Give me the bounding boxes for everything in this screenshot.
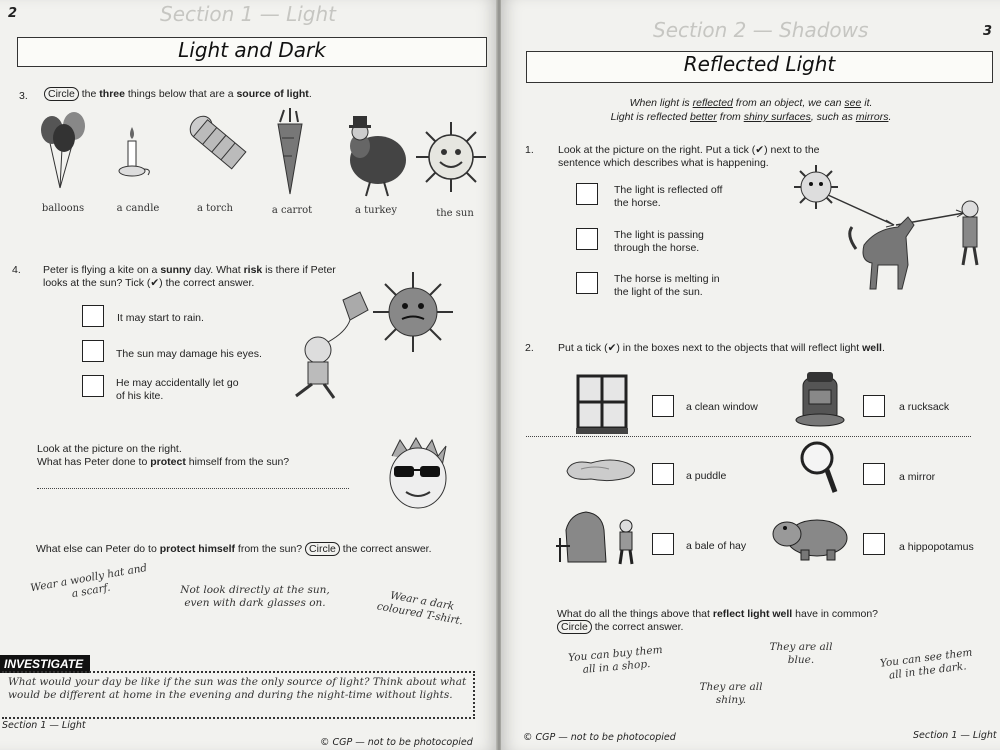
tick-box[interactable] xyxy=(863,533,885,555)
investigate-label: INVESTIGATE xyxy=(0,655,90,673)
option-text: It may start to rain. xyxy=(117,312,204,324)
item-label: a rucksack xyxy=(899,401,950,413)
item-label: a mirror xyxy=(899,471,936,483)
question-number: 3. xyxy=(19,90,28,102)
intro-line: Light is reflected better from shiny surfaces, such as mirrors. xyxy=(610,111,892,123)
item-label: a candle xyxy=(116,203,160,214)
option-text: The sun may damage his eyes. xyxy=(116,348,262,360)
item-label: the sun xyxy=(436,208,474,219)
dotted-divider xyxy=(526,436,971,437)
protect-question: Look at the picture on the right. What has Peter done to protect himself from the sun? xyxy=(37,443,290,468)
item-label: a hippopotamus xyxy=(899,541,974,553)
window-icon xyxy=(576,374,628,436)
horse-reflection-icon xyxy=(786,165,996,300)
ghost-heading: Section 1 — Light xyxy=(160,2,337,26)
option-text: The light is passing through the horse. xyxy=(614,229,704,254)
page-title xyxy=(526,51,993,83)
option-text: The light is reflected off the horse. xyxy=(614,184,723,209)
question-number: 1. xyxy=(525,144,534,156)
protect-else-question: What else can Peter do to protect himself from the sun? Circle the correct answer. xyxy=(36,543,432,555)
footer-section: Section 1 — Light xyxy=(2,720,86,731)
tick-box[interactable] xyxy=(576,272,598,294)
item-label: a torch xyxy=(196,203,233,214)
question-3-text: Circle the three things below that are a source of light. xyxy=(44,88,464,101)
rucksack-icon xyxy=(793,370,848,430)
tick-box[interactable] xyxy=(652,533,674,555)
item-label: balloons xyxy=(41,203,85,214)
page-number: 3 xyxy=(983,24,993,39)
item-label: a turkey xyxy=(354,205,397,216)
answer-choice[interactable]: Wear a dark coloured T-shirt. xyxy=(375,589,464,628)
tick-box[interactable] xyxy=(576,183,598,205)
item-label: a bale of hay xyxy=(686,540,747,552)
footer-copyright: © CGP — not to be photocopied xyxy=(320,737,473,748)
tick-box[interactable] xyxy=(82,375,104,397)
right-page xyxy=(501,0,1000,750)
left-page xyxy=(0,0,497,750)
item-label: a clean window xyxy=(686,401,758,413)
answer-choice[interactable]: Not look directly at the sun, even with dark glasses on. xyxy=(180,584,330,609)
tick-box[interactable] xyxy=(863,395,885,417)
footer-copyright: © CGP — not to be photocopied xyxy=(523,732,676,743)
question-number: 2. xyxy=(525,342,534,354)
peter-sunglasses-icon xyxy=(380,436,460,516)
question-4-text: Peter is flying a kite on a sunny day. What risk is there if Peter looks at the sun? Tick (✔) the correct answer. xyxy=(43,264,336,289)
page-number: 2 xyxy=(8,6,18,21)
answer-choice[interactable]: They are all blue. xyxy=(769,641,833,666)
hay-bale-icon xyxy=(556,508,646,568)
common-question: What do all the things above that reflect light well have in common? Circle the correct answer. xyxy=(557,608,879,633)
page-title xyxy=(17,37,487,67)
tick-box[interactable] xyxy=(652,463,674,485)
question-number: 4. xyxy=(12,264,21,276)
circle-word: Circle xyxy=(305,542,340,556)
answer-choice[interactable]: They are all shiny. xyxy=(699,681,763,706)
answer-choice[interactable]: You can buy them all in a shop. xyxy=(567,643,664,676)
puddle-icon xyxy=(561,455,641,485)
option-text: He may accidentally let go of his kite. xyxy=(116,377,239,402)
circle-word: Circle xyxy=(44,87,79,101)
option-text: The horse is melting in the light of the sun. xyxy=(614,273,720,298)
peter-kite-icon xyxy=(288,272,458,402)
ghost-heading: Section 2 — Shadows xyxy=(653,18,869,42)
sun-icon[interactable] xyxy=(416,122,486,192)
question-1-text: Look at the picture on the right. Put a tick (✔) next to the sentence which describes what is happening. xyxy=(558,144,820,169)
tick-box[interactable] xyxy=(576,228,598,250)
circle-word: Circle xyxy=(557,620,592,634)
intro-line: When light is reflected from an object, we can see it. xyxy=(629,97,873,109)
turkey-icon[interactable] xyxy=(340,112,410,197)
carrot-icon[interactable] xyxy=(270,108,310,198)
footer-section: Section 1 — Light xyxy=(913,730,997,741)
answer-choice[interactable]: You can see them all in the dark. xyxy=(879,646,974,682)
answer-choice[interactable]: Wear a woolly hat and a scarf. xyxy=(29,561,149,601)
balloons-icon[interactable] xyxy=(40,108,90,198)
torch-icon[interactable] xyxy=(180,118,250,188)
answer-line[interactable] xyxy=(37,488,349,489)
page-title-text: Reflected Light xyxy=(683,52,836,76)
mirror-icon xyxy=(799,440,839,495)
hippopotamus-icon xyxy=(773,512,853,562)
tick-box[interactable] xyxy=(82,305,104,327)
item-label: a carrot xyxy=(271,205,313,216)
tick-box[interactable] xyxy=(863,463,885,485)
tick-box[interactable] xyxy=(82,340,104,362)
page-title-text: Light and Dark xyxy=(178,38,326,62)
candle-icon[interactable] xyxy=(118,125,158,180)
tick-box[interactable] xyxy=(652,395,674,417)
investigate-text: What would your day be like if the sun was the only source of light? Think about what would be different at home in the evening and during the night-time without lights. xyxy=(8,676,467,701)
question-2-text: Put a tick (✔) in the boxes next to the objects that will reflect light well. xyxy=(558,342,885,354)
item-label: a puddle xyxy=(686,470,727,482)
